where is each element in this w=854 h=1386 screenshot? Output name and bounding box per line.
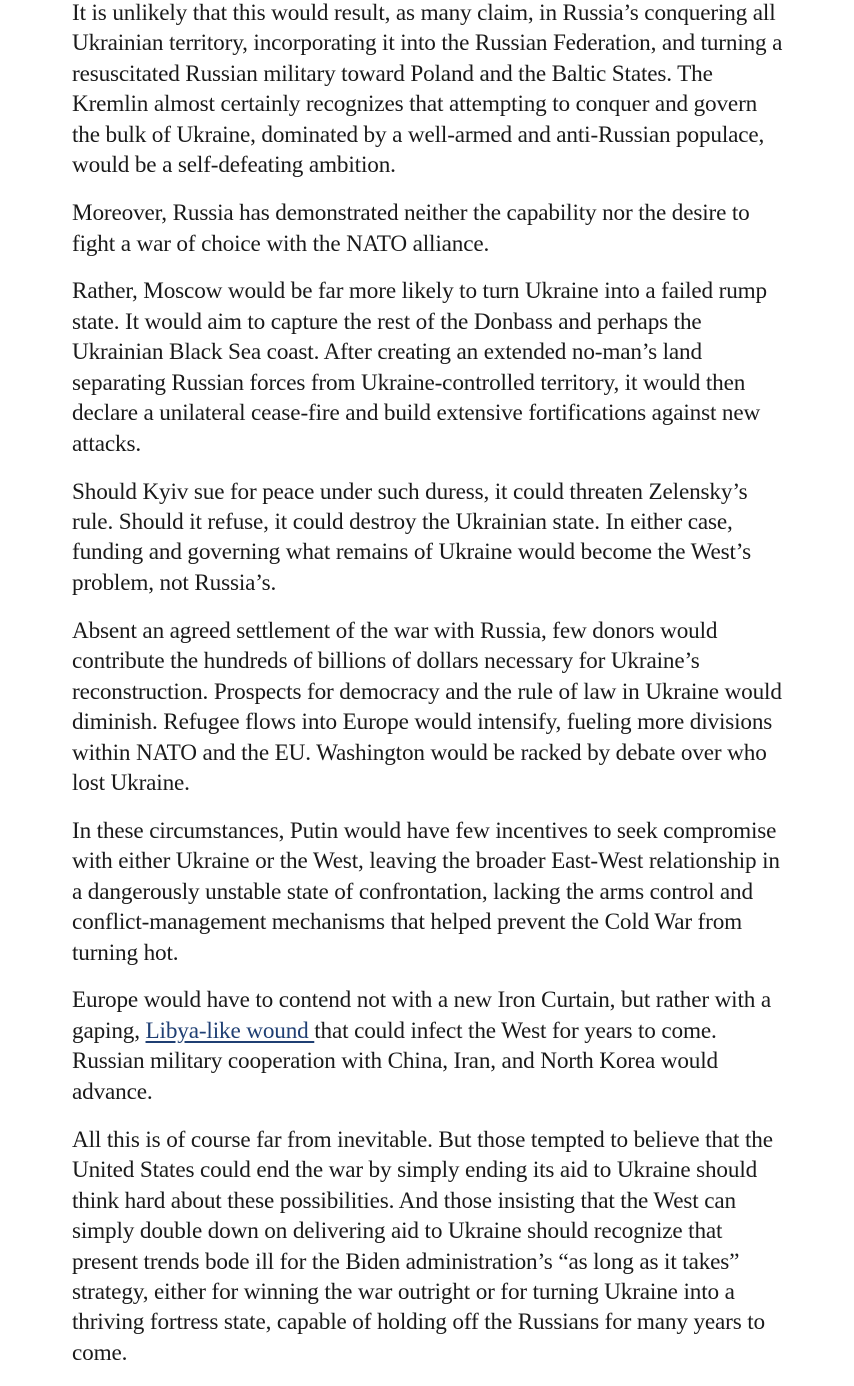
paragraph: Absent an agreed settlement of the war with Russia, few donors would contribute the hundreds of billions of dollars necessary for Ukraine’s reconstruction. Prospects for democracy and the rule of law in Ukraine would diminish. Refugee flows into Europe would intensify, fueling more divisions within NATO and the EU. Washington would be racked by debate over who lost Ukraine. [72, 617, 782, 796]
paragraph-text: that could infect the West for years to come. Russian military cooperation with China, Iran, and North Korea would advance. [72, 1017, 718, 1105]
paragraph: Rather, Moscow would be far more likely to turn Ukraine into a failed rump state. It would aim to capture the rest of the Donbass and perhaps the Ukrainian Black Sea coast. After creating an extended no-man’s land separating Russian forces from Ukraine-controlled territory, it would then declare a unilateral cease-fire and build extensive fortifications against new attacks. [72, 278, 767, 457]
libya-like-wound-link[interactable]: Libya-like wound [145, 1017, 315, 1044]
article-body [72, 0, 788, 1386]
paragraph: Moreover, Russia has demonstrated neither the capability nor the desire to fight a war of choice with the NATO alliance. [72, 200, 750, 257]
paragraph: In these circumstances, Putin would have few incentives to seek compromise with either Ukraine or the West, leaving the broader East-West relationship in a dangerously unstable state of confrontation, lacking the arms control and conflict-management mechanisms that helped prevent the Cold War from turning hot. [72, 817, 780, 966]
paragraph [72, 985, 788, 1107]
paragraph: All this is of course far from inevitable. But those tempted to believe that the United States could end the war by simply ending its aid to Ukraine should think hard about these possibilities. And those insisting that the West can simply double down on delivering aid to Ukraine should recognize that present trends bode ill for the Biden administration’s “as long as it takes” strategy, either for winning the war outright or for turning Ukraine into a thriving fortress state, capable of holding off the Russians for many years to come. [72, 1126, 773, 1366]
paragraph: It is unlikely that this would result, as many claim, in Russia’s conquering all Ukrainian territory, incorporating it into the Russian Federation, and turning a resuscitated Russian military toward Poland and the Baltic States. The Kremlin almost certainly recognizes that attempting to conquer and govern the bulk of Ukraine, dominated by a well-armed and anti-Russian populace, would be a self-defeating ambition. [72, 0, 783, 179]
paragraph-text: Europe would have to contend not with a new Iron Curtain, but rather with a gaping, [72, 987, 772, 1044]
paragraph: Should Kyiv sue for peace under such duress, it could threaten Zelensky’s rule. Should it refuse, it could destroy the Ukrainian state. In either case, funding and governing what remains of Ukraine would become the West’s problem, not Russia’s. [72, 478, 751, 596]
